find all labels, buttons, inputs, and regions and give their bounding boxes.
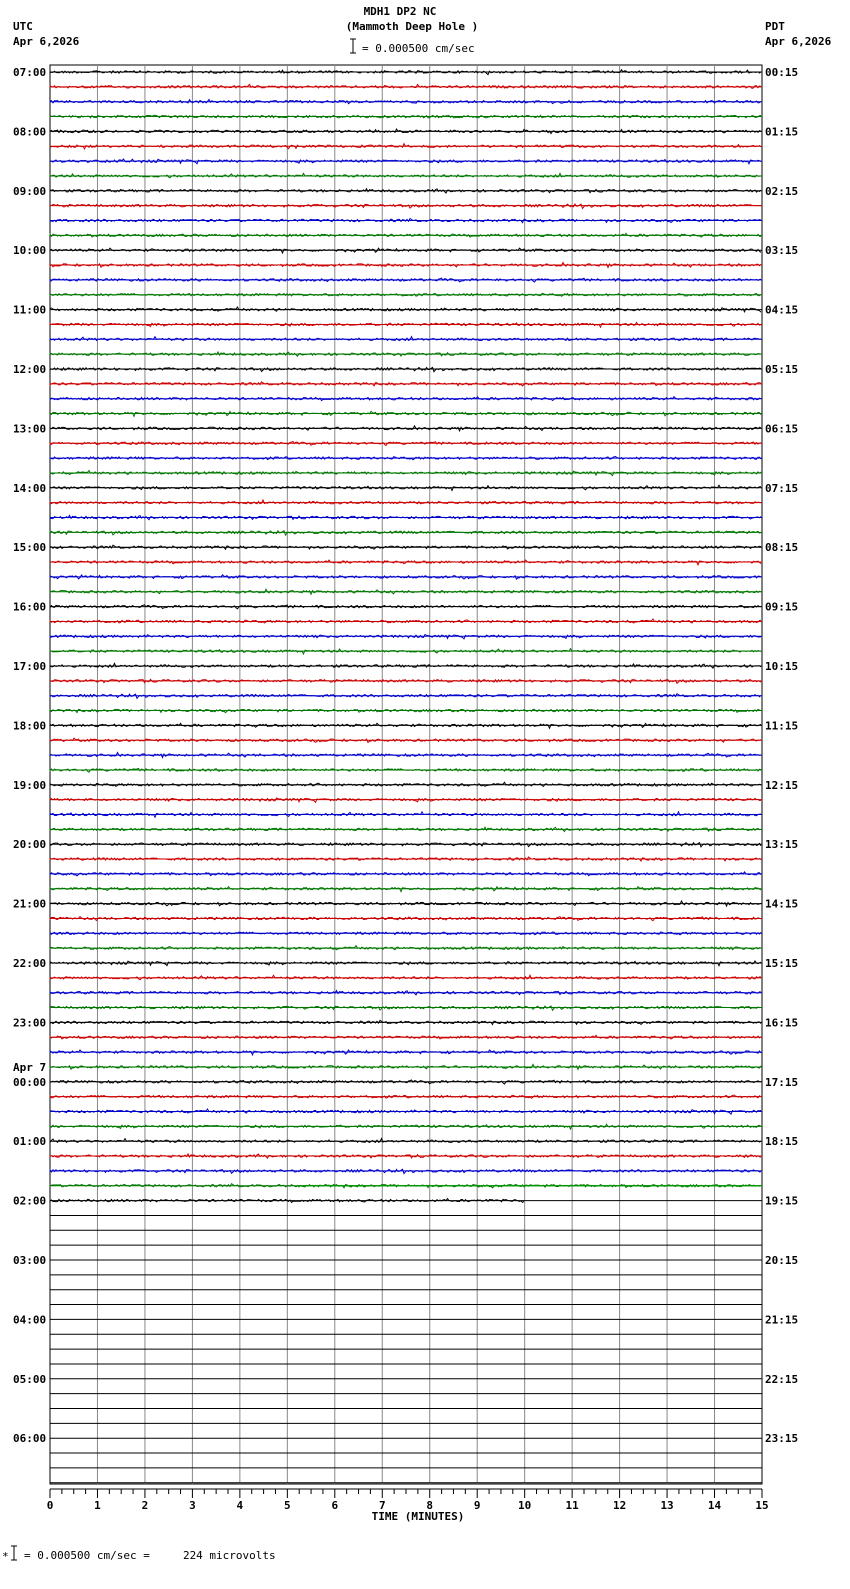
left-hour-label: 16:00: [13, 600, 47, 614]
seismic-trace: [50, 589, 761, 594]
seismic-trace: [50, 233, 761, 237]
plot-grid: [50, 65, 762, 1484]
x-tick-label: 15: [755, 1499, 769, 1512]
x-tick-label: 0: [46, 1499, 54, 1512]
x-tick-label: 3: [189, 1499, 196, 1512]
left-hour-label: 06:00: [13, 1432, 47, 1446]
right-hour-labels: [765, 66, 798, 1445]
right-hour-label: 02:15: [765, 184, 799, 198]
seismic-trace: [50, 738, 761, 742]
seismic-trace: [50, 204, 761, 208]
left-hour-label: 12:00: [13, 363, 47, 376]
x-tick-label: 4: [236, 1499, 244, 1512]
location-subtitle: (Mammoth Deep Hole ): [345, 20, 479, 33]
x-tick-label: 10: [518, 1499, 532, 1512]
x-tick-label: 7: [378, 1499, 386, 1512]
left-hour-label: 19:00: [13, 778, 47, 792]
right-hour-label: 20:15: [765, 1254, 799, 1267]
right-hour-label: 07:15: [765, 481, 799, 495]
right-hour-label: 01:15: [765, 125, 799, 139]
right-hour-label: 00:15: [765, 66, 799, 79]
left-hour-label: 09:00: [13, 184, 47, 198]
right-hour-label: 03:15: [765, 244, 799, 258]
left-hour-label: 07:00: [13, 66, 47, 79]
left-hour-label: 21:00: [13, 897, 47, 911]
scale-label: = 0.000500 cm/sec: [362, 42, 475, 55]
seismic-trace: [50, 500, 761, 504]
svg-text:*: *: [2, 1550, 9, 1563]
x-tick-label: 6: [331, 1499, 339, 1512]
seismic-trace: [50, 1006, 761, 1010]
left-hour-label: 23:00: [13, 1016, 47, 1030]
seismic-trace: [50, 337, 761, 341]
left-hour-label: 10:00: [13, 244, 47, 258]
x-tick-label: 12: [612, 1499, 627, 1512]
right-hour-label: 11:15: [765, 719, 799, 733]
right-hour-label: 13:15: [765, 838, 799, 852]
seismic-trace: [50, 843, 761, 847]
x-axis-title: TIME (MINUTES): [371, 1510, 465, 1523]
left-hour-label: 20:00: [13, 838, 47, 852]
footer-scale-icon: [2, 1546, 17, 1563]
right-hour-label: 19:15: [765, 1194, 799, 1208]
seismic-trace: [50, 531, 761, 535]
left-hour-label: 04:00: [13, 1313, 47, 1327]
left-hour-label: 18:00: [13, 719, 47, 733]
x-tick-label: 14: [707, 1499, 722, 1512]
left-hour-label: 08:00: [13, 125, 47, 139]
scale-bar-icon: [350, 39, 356, 53]
left-date: Apr 6,2026: [13, 35, 80, 48]
seismic-trace: [50, 768, 761, 772]
left-hour-label: 05:00: [13, 1372, 47, 1386]
x-tick-label: 13: [660, 1499, 674, 1512]
x-tick-label: 11: [565, 1499, 579, 1512]
left-hour-label: 14:00: [13, 481, 47, 495]
left-hour-labels: [13, 66, 46, 1445]
left-hour-label: 15:00: [13, 541, 47, 555]
seismic-trace: [50, 352, 761, 356]
left-hour-label: 02:00: [13, 1194, 47, 1208]
right-hour-label: 16:15: [765, 1016, 799, 1030]
right-date: Apr 6,2026: [765, 35, 832, 48]
x-tick-label: 9: [473, 1499, 481, 1512]
station-title: MDH1 DP2 NC: [363, 5, 437, 18]
left-hour-label: 00:00: [13, 1075, 47, 1089]
right-hour-label: 14:15: [765, 897, 799, 911]
right-hour-label: 18:15: [765, 1135, 799, 1149]
right-hour-label: 04:15: [765, 303, 799, 317]
footer-scale-note: = 0.000500 cm/sec = 224 microvolts: [24, 1549, 276, 1562]
seismic-trace: [50, 1139, 761, 1143]
right-hour-label: 22:15: [765, 1372, 799, 1386]
left-hour-label: 22:00: [13, 957, 47, 970]
left-timezone: UTC: [13, 20, 33, 33]
right-hour-label: 09:15: [765, 600, 799, 614]
x-tick-label: 1: [94, 1499, 101, 1512]
seismic-trace: [50, 1080, 761, 1084]
x-tick-label: 2: [141, 1499, 149, 1512]
x-axis: [47, 1489, 769, 1512]
seismic-trace: [50, 471, 761, 476]
plot-frame: [50, 65, 762, 1484]
right-timezone: PDT: [765, 20, 785, 33]
seismic-trace: [50, 1169, 761, 1173]
left-hour-label: 13:00: [13, 422, 47, 436]
right-hour-label: 15:15: [765, 957, 799, 970]
right-hour-label: 17:15: [765, 1075, 799, 1089]
left-hour-label: 11:00: [13, 303, 47, 317]
right-hour-label: 05:15: [765, 363, 799, 376]
left-hour-label: 03:00: [13, 1254, 47, 1267]
seismic-trace: [50, 442, 761, 446]
right-hour-label: 08:15: [765, 541, 799, 555]
seismic-trace: [50, 367, 761, 371]
right-hour-label: 23:15: [765, 1432, 799, 1446]
date-change-label: Apr 7: [13, 1060, 47, 1074]
x-tick-label: 5: [284, 1499, 291, 1512]
left-hour-label: 01:00: [13, 1135, 47, 1149]
trace-group: [50, 70, 762, 1483]
right-hour-label: 10:15: [765, 660, 799, 673]
left-hour-label: 17:00: [13, 660, 47, 673]
x-tick-label: 8: [426, 1499, 434, 1512]
right-hour-label: 06:15: [765, 422, 799, 436]
right-hour-label: 12:15: [765, 778, 799, 792]
right-hour-label: 21:15: [765, 1313, 799, 1327]
